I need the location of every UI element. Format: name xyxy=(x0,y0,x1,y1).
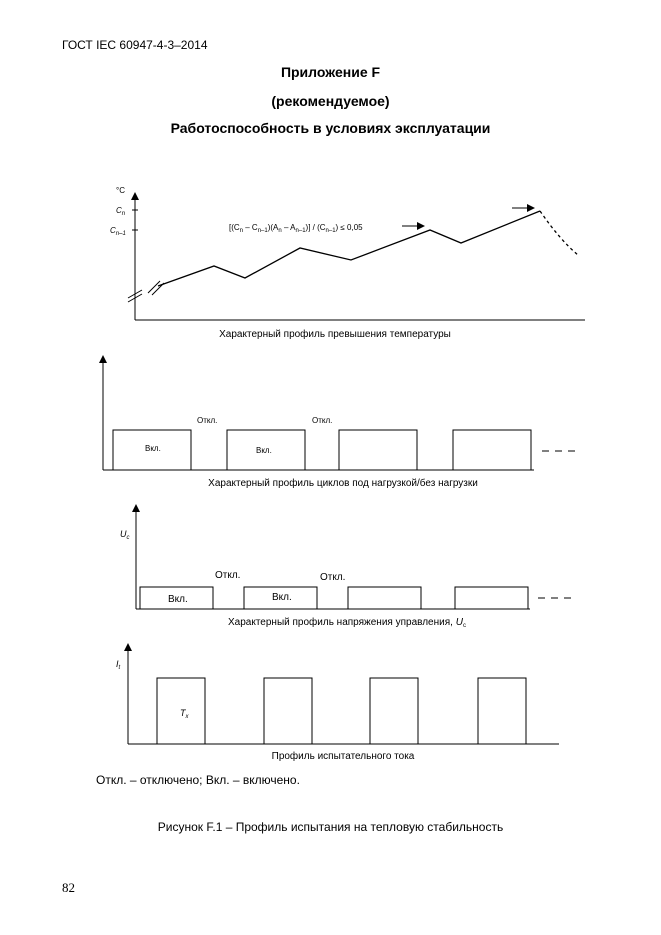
figure-caption: Рисунок F.1 – Профиль испытания на тепловую стабильность xyxy=(157,820,504,834)
off-label: Откл. xyxy=(312,416,333,425)
appendix-subject: Работоспособность в условиях эксплуатации xyxy=(170,120,491,136)
on-label: Вкл. xyxy=(168,594,188,605)
off-label: Откл. xyxy=(215,570,241,581)
it-label: $I_t$ xyxy=(116,659,121,671)
tx-label: $T_x$ xyxy=(180,708,189,720)
standard-designation: ГОСТ IEC 60947-4-3–2014 xyxy=(62,38,208,52)
off-label: Откл. xyxy=(320,572,346,583)
test-current-chart xyxy=(116,644,559,762)
chart2-caption: Характерный профиль циклов под нагрузкой/без нагрузки xyxy=(208,478,478,489)
uc-label: $U_c$ xyxy=(120,529,130,541)
on-label: Вкл. xyxy=(145,444,161,453)
on-period xyxy=(455,587,528,609)
load-cycle-chart xyxy=(103,356,580,489)
on-period xyxy=(339,430,417,470)
unit-label: °C xyxy=(116,186,125,195)
chart1-caption: Характерный профиль превышения температуры xyxy=(219,329,451,340)
chart4-caption: Профиль испытательного тока xyxy=(271,751,415,762)
cn-1-label: $C_{n-1}$ xyxy=(110,226,126,237)
abbreviation-legend: Откл. – отключено; Вкл. – включено. xyxy=(96,773,300,787)
cn-label: $C_n$ xyxy=(116,206,126,217)
criterion-formula: $[(C_n - C_{n-1})(A_n - A_{n-1})] / (C_{n-1}) \le 0,05$ xyxy=(229,223,363,234)
on-period xyxy=(348,587,421,609)
current-pulse xyxy=(370,678,418,744)
appendix-kind: (рекомендуемое) xyxy=(271,93,390,109)
on-label: Вкл. xyxy=(256,446,272,455)
current-pulse xyxy=(478,678,526,744)
current-pulse xyxy=(264,678,312,744)
control-voltage-chart xyxy=(120,505,574,629)
off-label: Откл. xyxy=(197,416,218,425)
page-number: 82 xyxy=(62,880,75,895)
on-label: Вкл. xyxy=(272,592,292,603)
chart3-caption: Характерный профиль напряжения управления, $U_c$ xyxy=(228,617,466,629)
appendix-title: Приложение F xyxy=(280,64,381,80)
on-period xyxy=(453,430,531,470)
temperature-cooling-curve xyxy=(540,211,578,255)
curve-break-mark xyxy=(148,281,160,293)
temperature-profile-chart xyxy=(110,186,585,340)
